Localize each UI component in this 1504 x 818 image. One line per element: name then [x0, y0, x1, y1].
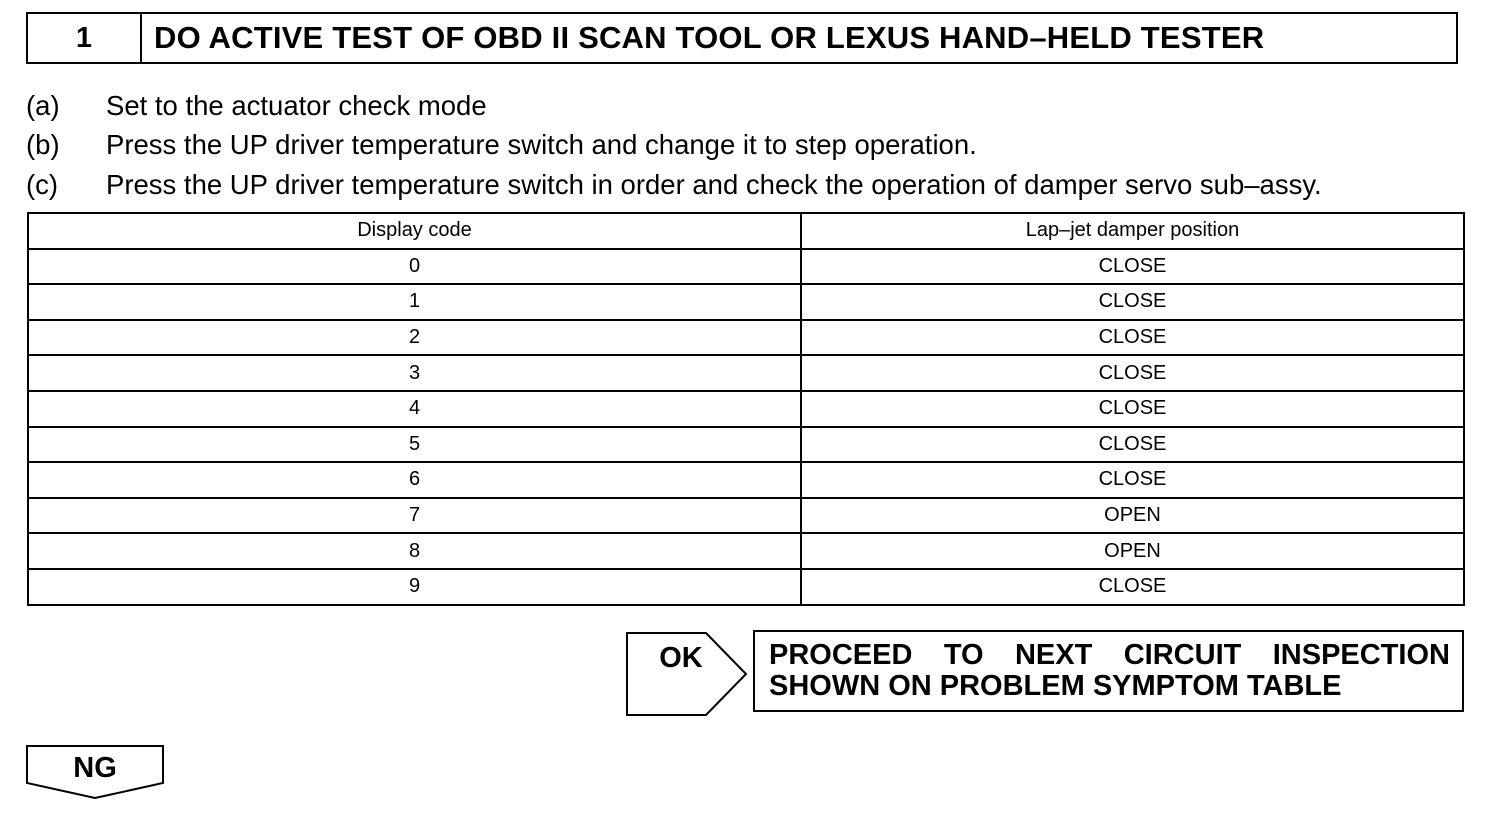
instruction-label: (b) — [26, 129, 60, 161]
instruction-list — [26, 86, 1476, 205]
display-code-cell: 3 — [28, 355, 801, 391]
damper-position-cell: CLOSE — [801, 427, 1464, 463]
display-code-cell: 4 — [28, 391, 801, 427]
proceed-word: PROCEED — [769, 639, 913, 671]
instruction-text: Set to the actuator check mode — [106, 89, 487, 121]
damper-position-cell: CLOSE — [801, 284, 1464, 320]
table-row — [28, 249, 1464, 285]
proceed-result-box — [753, 630, 1464, 712]
table-row — [28, 533, 1464, 569]
display-code-cell: 2 — [28, 320, 801, 356]
instruction-item — [26, 126, 1476, 166]
table-row — [28, 355, 1464, 391]
damper-position-cell: CLOSE — [801, 320, 1464, 356]
display-code-cell: 1 — [28, 284, 801, 320]
display-code-cell: 5 — [28, 427, 801, 463]
display-code-cell: 9 — [28, 569, 801, 605]
ok-label: OK — [659, 642, 703, 674]
step-title: DO ACTIVE TEST OF OBD II SCAN TOOL OR LEXUS HAND–HELD TESTER — [154, 20, 1265, 55]
column-header-display-code: Display code — [28, 213, 801, 249]
table-row — [28, 498, 1464, 534]
proceed-word: NEXT — [1014, 639, 1093, 671]
step-number: 1 — [28, 14, 142, 62]
instruction-text: Press the UP driver temperature switch in order and check the operation of damper servo sub–assy. — [106, 168, 1322, 200]
display-code-cell: 7 — [28, 498, 801, 534]
display-code-cell: 0 — [28, 249, 801, 285]
table-row — [28, 569, 1464, 605]
damper-position-cell: OPEN — [801, 498, 1464, 534]
table-row — [28, 462, 1464, 498]
instruction-item — [26, 165, 1476, 205]
damper-position-cell: CLOSE — [801, 355, 1464, 391]
proceed-line-1 — [769, 640, 1450, 671]
table-row — [28, 320, 1464, 356]
ng-label: NG — [73, 752, 117, 784]
proceed-word: CIRCUIT — [1123, 639, 1242, 671]
proceed-line-2: SHOWN ON PROBLEM SYMPTOM TABLE — [769, 670, 1342, 702]
table-row — [28, 427, 1464, 463]
instruction-text: Press the UP driver temperature switch and change it to step operation. — [106, 129, 977, 161]
table-row — [28, 284, 1464, 320]
display-code-table — [27, 212, 1465, 606]
instruction-label: (a) — [26, 89, 60, 121]
step-header — [26, 12, 1458, 64]
damper-position-cell: CLOSE — [801, 569, 1464, 605]
instruction-item — [26, 86, 1476, 126]
damper-position-cell: CLOSE — [801, 462, 1464, 498]
proceed-word: TO — [943, 639, 984, 671]
table-row — [28, 391, 1464, 427]
damper-position-cell: CLOSE — [801, 249, 1464, 285]
damper-position-cell: CLOSE — [801, 391, 1464, 427]
damper-position-cell: OPEN — [801, 533, 1464, 569]
proceed-word: INSPECTION — [1272, 639, 1450, 671]
display-code-cell: 6 — [28, 462, 801, 498]
display-code-cell: 8 — [28, 533, 801, 569]
table-header-row — [28, 213, 1464, 249]
column-header-damper-position: Lap–jet damper position — [801, 213, 1464, 249]
instruction-label: (c) — [26, 168, 59, 200]
